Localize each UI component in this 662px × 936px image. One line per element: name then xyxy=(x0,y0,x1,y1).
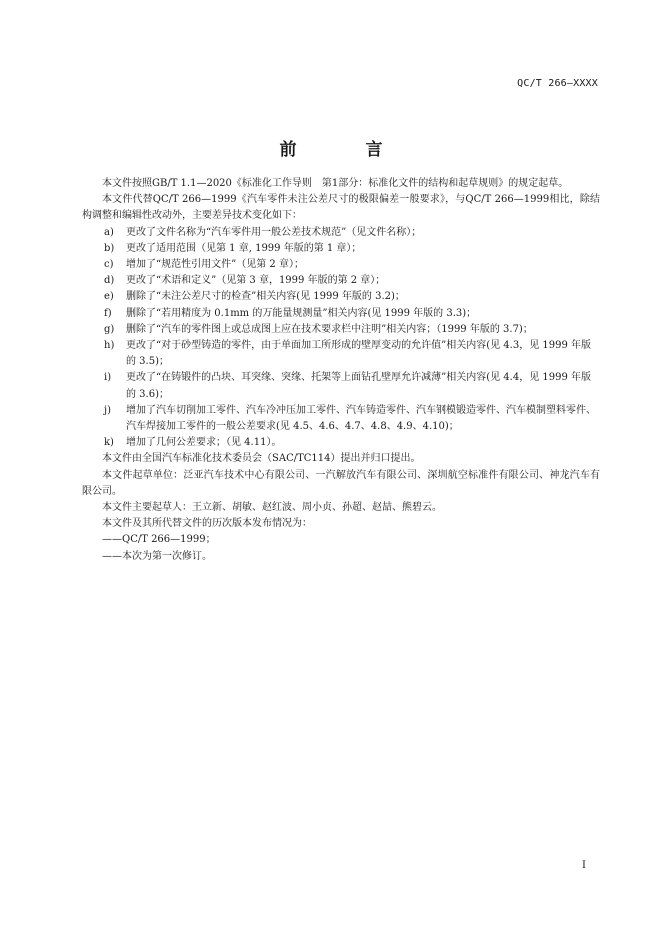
list-item-text: 更改了适用范围（见第 1 章, 1999 年版的第 1 章）； xyxy=(126,242,362,254)
paragraph-replacement: 本文件代替QC/T 266—1999《汽车零件未注公差尺寸的极限偏差一般要求》，与QC/T 266—1999相比，除结构调整和编辑性改动外，主要差异技术变化如下： xyxy=(82,194,600,222)
list-item xyxy=(82,289,600,305)
list-item xyxy=(82,273,600,289)
list-item-label: h) xyxy=(104,340,115,352)
list-item-label: i) xyxy=(104,372,112,384)
list-item-label: d) xyxy=(104,275,115,287)
list-item-text: 增加了“规范性引用文件”（见第 2 章）； xyxy=(126,259,304,271)
list-item-text: 增加了汽车切削加工零件、汽车冷冲压加工零件、汽车铸造零件、汽车钢模锻造零件、汽车模制塑料零件、汽车焊接加工零件的一般公差要求(见 4.5、4.6、4.7、4.8、4.9、4.10)； xyxy=(126,404,596,433)
list-item-text: 更改了“对于砂型铸造的零件，由于单面加工所形成的壁厚变动的允许值”相关内容(见 4.3，见 1999 年版的 3.5)； xyxy=(126,340,592,368)
list-item-text: 删除了“未注公差尺寸的检查”相关内容(见 1999 年版的 3.2)； xyxy=(126,291,405,303)
list-item-label: f) xyxy=(104,307,112,319)
list-item-text: 更改了“术语和定义”（见第 3 章，1999 年版的第 2 章）； xyxy=(126,275,386,287)
list-item-label: c) xyxy=(104,259,114,271)
list-item-label: a) xyxy=(104,226,114,238)
change-list xyxy=(82,225,600,452)
page-number: I xyxy=(582,860,586,871)
list-item-text: 删除了“汽车的零件图上或总成图上应在技术要求栏中注明”相关内容；（1999 年版的 3.7)； xyxy=(126,323,533,335)
list-item-text: 更改了文件名称为“汽车零件用一般公差技术规范”（见文件名称）； xyxy=(126,226,422,238)
page-title: 前 言 xyxy=(279,140,409,160)
paragraph-proposer: 本文件由全国汽车标准化技术委员会（SAC/TC114）提出并归口提出。 xyxy=(102,453,421,465)
history-item: ——本次为第一次修订。 xyxy=(102,550,212,562)
list-item xyxy=(82,225,600,241)
list-item xyxy=(82,403,600,435)
paragraph-drafting-rules: 本文件按照GB/T 1.1—2020《标准化工作导则 第1部分：标准化文件的结构和起草规则》的规定起草。 xyxy=(102,178,569,189)
list-item-text: 删除了“若用精度为 0.1mm 的万能量规测量”相关内容(见 1999 年版的 3.3)； xyxy=(126,307,477,319)
list-item xyxy=(82,435,600,451)
list-item xyxy=(82,338,600,370)
list-item-text: 更改了“在铸锻件的凸块、耳突缘、突缘、托架等上面钻孔壁厚允许减薄”相关内容(见 4.4，见 1999 年版的 3.6)； xyxy=(126,372,592,400)
list-item xyxy=(82,241,600,257)
list-item-label: j) xyxy=(104,404,112,416)
list-item xyxy=(82,322,600,338)
paragraph-drafting-units: 本文件起草单位：泛亚汽车技术中心有限公司、一汽解放汽车有限公司、深圳航空标准件有限公司、神龙汽车有限公司。 xyxy=(82,469,600,497)
list-item-label: g) xyxy=(104,323,115,335)
list-item-text: 增加了几何公差要求；（见 4.11）。 xyxy=(126,437,282,449)
list-item-label: k) xyxy=(104,437,114,449)
paragraph-drafters: 本文件主要起草人：王立新、胡敏、赵红波、周小贞、孙超、赵喆、熊碧云。 xyxy=(102,502,442,514)
document-body xyxy=(82,176,600,565)
paragraph-history-intro: 本文件及其所代替文件的历次版本发布情况为： xyxy=(102,518,312,530)
list-item-label: b) xyxy=(104,242,115,254)
list-item xyxy=(82,370,600,402)
standard-code: QC/T 266—XXXX xyxy=(517,78,598,89)
history-item: ——QC/T 266—1999； xyxy=(102,534,216,546)
list-item-label: e) xyxy=(104,291,114,303)
list-item xyxy=(82,306,600,322)
list-item xyxy=(82,257,600,273)
